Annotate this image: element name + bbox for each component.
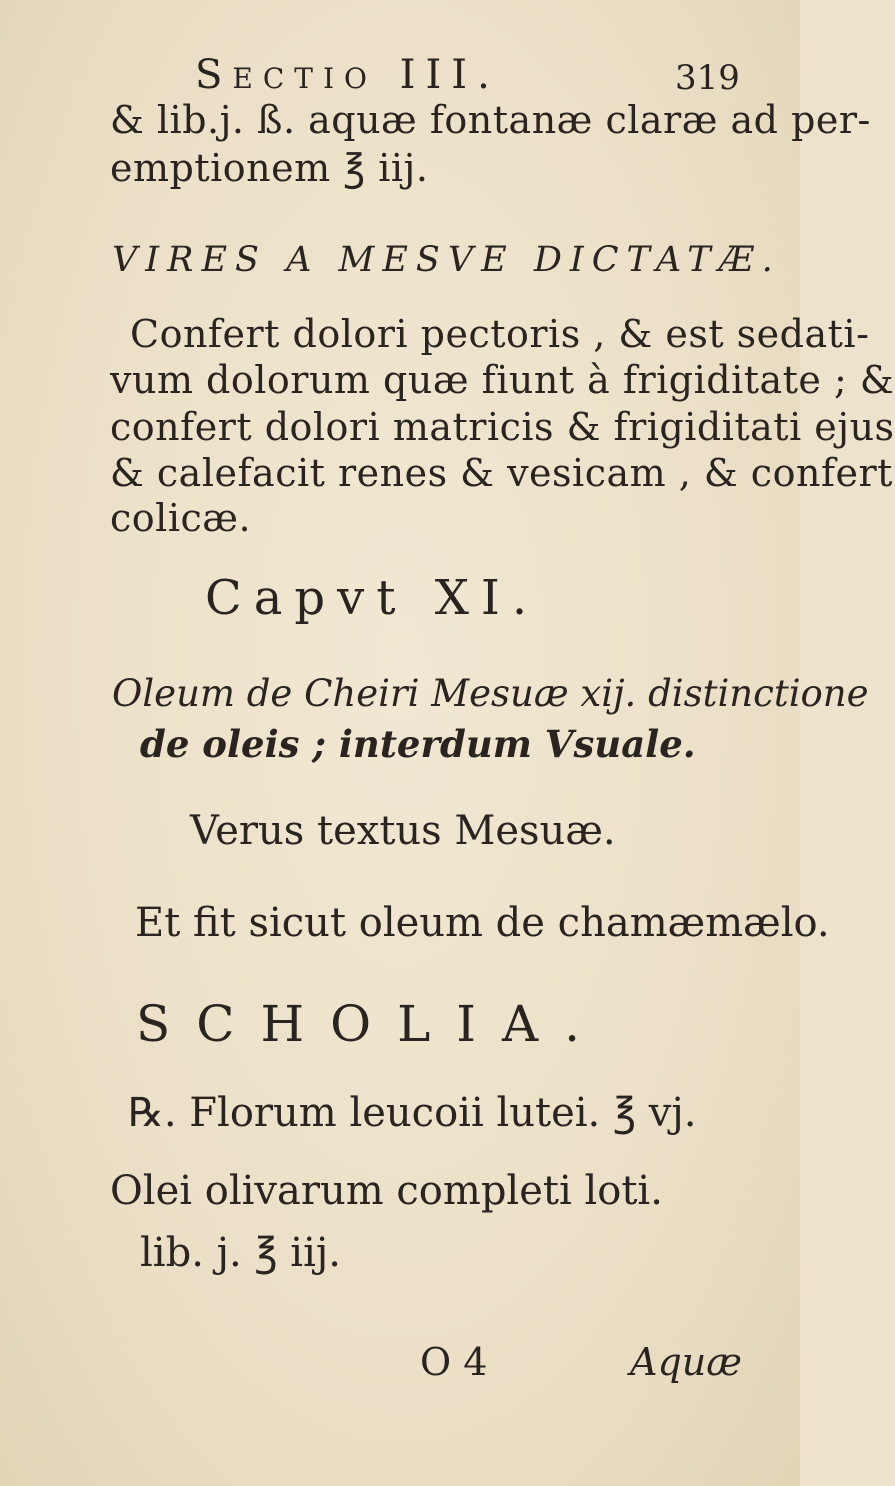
- running-title: Sectio III.: [195, 52, 500, 98]
- verus-textus-heading: Verus textus Mesuæ.: [190, 808, 616, 854]
- paragraph-line-4: & calefacit renes & vesicam , & confert: [110, 451, 893, 495]
- paragraph-line-2: vum dolorum quæ fiunt à frigiditate ; &: [110, 358, 895, 402]
- recipe-line-1: ℞. Florum leucoii lutei. ℥ vj.: [128, 1090, 697, 1136]
- catchword: Aquæ: [630, 1340, 742, 1384]
- text-line: Et fit sicut oleum de chamæmælo.: [135, 900, 830, 946]
- opening-line-2: emptionem ℥ iij.: [110, 146, 429, 190]
- paragraph-line-5: colicæ.: [110, 496, 252, 540]
- scholia-heading: SCHOLIA.: [136, 995, 607, 1053]
- paragraph-line-1: Confert dolori pectoris , & est sedati-: [130, 312, 870, 356]
- page-number: 319: [675, 58, 740, 98]
- chapter-subtitle-line-1: Oleum de Cheiri Mesuæ xij. distinctione: [112, 672, 869, 715]
- opening-line-1: & lib.j. ß. aquæ fontanæ claræ ad per-: [110, 98, 871, 142]
- paragraph-line-3: confert dolori matricis & frigiditati ejus: [110, 405, 895, 449]
- chapter-subtitle-line-2: de oleis ; interdum Vsuale.: [140, 722, 696, 766]
- signature-mark: O 4: [420, 1340, 488, 1384]
- recipe-line-2: Olei olivarum completi loti.: [110, 1168, 663, 1214]
- section-heading: VIRES A MESVE DICTATÆ.: [112, 240, 781, 280]
- recipe-line-3: lib. j. ℥ iij.: [140, 1230, 341, 1276]
- chapter-heading: Capvt XI.: [205, 570, 540, 626]
